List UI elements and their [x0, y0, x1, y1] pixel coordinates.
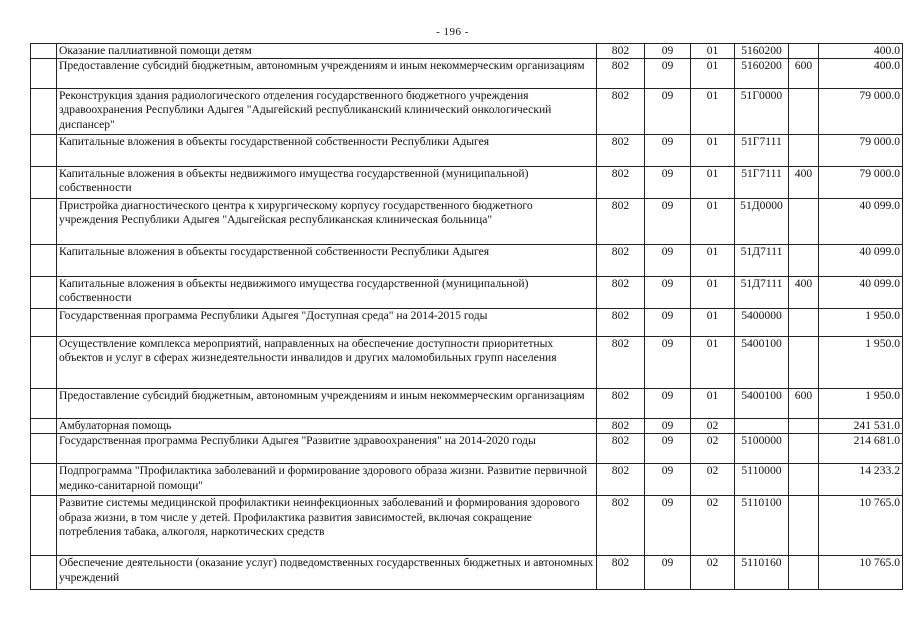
blank-cell [31, 277, 57, 309]
expense-type-cell [789, 434, 819, 464]
subsection-code-cell: 01 [691, 44, 735, 59]
item-name-cell: Предоставление субсидий бюджетным, автономным учреждениям и иным некоммерческим организациям [57, 59, 597, 89]
amount-cell: 79 000.0 [819, 89, 903, 135]
subsection-code-cell: 02 [691, 496, 735, 556]
subsection-code-cell: 02 [691, 556, 735, 590]
subsection-code-cell: 01 [691, 59, 735, 89]
ministry-code-cell: 802 [597, 434, 645, 464]
section-code-cell: 09 [645, 59, 691, 89]
page-number: - 196 - [436, 26, 469, 38]
table-row [31, 419, 903, 434]
table-row [31, 464, 903, 496]
ministry-code-cell: 802 [597, 309, 645, 337]
expense-type-cell: 400 [789, 277, 819, 309]
target-article-cell [735, 419, 789, 434]
ministry-code-cell: 802 [597, 135, 645, 167]
target-article-cell: 5400100 [735, 337, 789, 389]
section-code-cell: 09 [645, 135, 691, 167]
ministry-code-cell: 802 [597, 419, 645, 434]
subsection-code-cell: 02 [691, 464, 735, 496]
blank-cell [31, 496, 57, 556]
amount-cell: 14 233.2 [819, 464, 903, 496]
item-name-cell: Государственная программа Республики Адыгея "Развитие здравоохранения" на 2014-2020 годы [57, 434, 597, 464]
table-row [31, 309, 903, 337]
section-code-cell: 09 [645, 556, 691, 590]
item-name-cell: Реконструкция здания радиологического отделения государственного бюджетного учреждения здравоохранения Республики Адыгея "Адыгейский республиканский клинический онкологический диспансер" [57, 89, 597, 135]
subsection-code-cell: 01 [691, 389, 735, 419]
blank-cell [31, 135, 57, 167]
amount-cell: 40 099.0 [819, 245, 903, 277]
subsection-code-cell: 02 [691, 434, 735, 464]
section-code-cell: 09 [645, 389, 691, 419]
table-row [31, 337, 903, 389]
blank-cell [31, 167, 57, 199]
section-code-cell: 09 [645, 167, 691, 199]
blank-cell [31, 389, 57, 419]
amount-cell: 10 765.0 [819, 556, 903, 590]
ministry-code-cell: 802 [597, 496, 645, 556]
target-article-cell: 51Д7111 [735, 245, 789, 277]
blank-cell [31, 434, 57, 464]
blank-cell [31, 337, 57, 389]
section-code-cell: 09 [645, 337, 691, 389]
amount-cell: 1 950.0 [819, 337, 903, 389]
target-article-cell: 5110160 [735, 556, 789, 590]
item-name-cell: Предоставление субсидий бюджетным, автономным учреждениям и иным некоммерческим организациям [57, 389, 597, 419]
expense-type-cell [789, 496, 819, 556]
amount-cell: 40 099.0 [819, 277, 903, 309]
ministry-code-cell: 802 [597, 245, 645, 277]
table-row [31, 277, 903, 309]
expense-type-cell [789, 464, 819, 496]
blank-cell [31, 89, 57, 135]
target-article-cell: 51Д7111 [735, 277, 789, 309]
table-row [31, 59, 903, 89]
item-name-cell: Оказание паллиативной помощи детям [57, 44, 597, 59]
amount-cell: 1 950.0 [819, 389, 903, 419]
amount-cell: 79 000.0 [819, 167, 903, 199]
target-article-cell: 5100000 [735, 434, 789, 464]
amount-cell: 400.0 [819, 44, 903, 59]
item-name-cell: Капитальные вложения в объекты недвижимого имущества государственной (муниципальной) собственности [57, 277, 597, 309]
blank-cell [31, 309, 57, 337]
blank-cell [31, 199, 57, 245]
ministry-code-cell: 802 [597, 89, 645, 135]
table-row [31, 89, 903, 135]
target-article-cell: 5400100 [735, 389, 789, 419]
item-name-cell: Капитальные вложения в объекты государственной собственности Республики Адыгея [57, 135, 597, 167]
item-name-cell: Государственная программа Республики Адыгея "Доступная среда" на 2014-2015 годы [57, 309, 597, 337]
ministry-code-cell: 802 [597, 44, 645, 59]
target-article-cell: 5160200 [735, 59, 789, 89]
section-code-cell: 09 [645, 434, 691, 464]
target-article-cell: 51Г7111 [735, 135, 789, 167]
subsection-code-cell: 02 [691, 419, 735, 434]
amount-cell: 400.0 [819, 59, 903, 89]
item-name-cell: Капитальные вложения в объекты государственной собственности Республики Адыгея [57, 245, 597, 277]
blank-cell [31, 245, 57, 277]
amount-cell: 79 000.0 [819, 135, 903, 167]
table-row [31, 245, 903, 277]
expense-type-cell [789, 199, 819, 245]
subsection-code-cell: 01 [691, 245, 735, 277]
blank-cell [31, 556, 57, 590]
table-row [31, 199, 903, 245]
item-name-cell: Развитие системы медицинской профилактики неинфекционных заболеваний и формирования здорового образа жизни, в том числе у детей. Профилактика развития зависимостей, включая сокращение потребления табака, алкоголя, наркотических средств [57, 496, 597, 556]
expense-type-cell: 600 [789, 59, 819, 89]
amount-cell: 40 099.0 [819, 199, 903, 245]
table-row [31, 167, 903, 199]
target-article-cell: 5110100 [735, 496, 789, 556]
ministry-code-cell: 802 [597, 59, 645, 89]
subsection-code-cell: 01 [691, 309, 735, 337]
section-code-cell: 09 [645, 199, 691, 245]
target-article-cell: 51Г7111 [735, 167, 789, 199]
blank-cell [31, 464, 57, 496]
table-row [31, 44, 903, 59]
subsection-code-cell: 01 [691, 135, 735, 167]
section-code-cell: 09 [645, 464, 691, 496]
item-name-cell: Пристройка диагностического центра к хирургическому корпусу государственного бюджетного учреждения Республики Адыгея "Адыгейская республиканская клиническая больница" [57, 199, 597, 245]
section-code-cell: 09 [645, 309, 691, 337]
expense-type-cell [789, 44, 819, 59]
budget-table [30, 43, 903, 590]
subsection-code-cell: 01 [691, 167, 735, 199]
ministry-code-cell: 802 [597, 167, 645, 199]
table-row [31, 389, 903, 419]
item-name-cell: Подпрограмма "Профилактика заболеваний и формирование здорового образа жизни. Развитие первичной медико-санитарной помощи" [57, 464, 597, 496]
target-article-cell: 5400000 [735, 309, 789, 337]
target-article-cell: 5110000 [735, 464, 789, 496]
expense-type-cell [789, 135, 819, 167]
expense-type-cell [789, 89, 819, 135]
item-name-cell: Осуществление комплекса мероприятий, направленных на обеспечение доступности приоритетных объектов и услуг в сферах жизнедеятельности инвалидов и других маломобильных групп населения [57, 337, 597, 389]
subsection-code-cell: 01 [691, 277, 735, 309]
ministry-code-cell: 802 [597, 464, 645, 496]
subsection-code-cell: 01 [691, 89, 735, 135]
amount-cell: 1 950.0 [819, 309, 903, 337]
expense-type-cell: 400 [789, 167, 819, 199]
item-name-cell: Капитальные вложения в объекты недвижимого имущества государственной (муниципальной) собственности [57, 167, 597, 199]
table-row [31, 135, 903, 167]
amount-cell: 10 765.0 [819, 496, 903, 556]
ministry-code-cell: 802 [597, 199, 645, 245]
target-article-cell: 51Г0000 [735, 89, 789, 135]
table-row [31, 434, 903, 464]
target-article-cell: 5160200 [735, 44, 789, 59]
section-code-cell: 09 [645, 496, 691, 556]
section-code-cell: 09 [645, 277, 691, 309]
expense-type-cell [789, 556, 819, 590]
amount-cell: 214 681.0 [819, 434, 903, 464]
section-code-cell: 09 [645, 419, 691, 434]
budget-table-body [31, 44, 903, 590]
expense-type-cell [789, 245, 819, 277]
amount-cell: 241 531.0 [819, 419, 903, 434]
section-code-cell: 09 [645, 89, 691, 135]
subsection-code-cell: 01 [691, 199, 735, 245]
ministry-code-cell: 802 [597, 389, 645, 419]
blank-cell [31, 59, 57, 89]
ministry-code-cell: 802 [597, 277, 645, 309]
section-code-cell: 09 [645, 245, 691, 277]
blank-cell [31, 44, 57, 59]
item-name-cell: Амбулаторная помощь [57, 419, 597, 434]
expense-type-cell [789, 419, 819, 434]
table-row [31, 556, 903, 590]
expense-type-cell [789, 309, 819, 337]
blank-cell [31, 419, 57, 434]
ministry-code-cell: 802 [597, 337, 645, 389]
subsection-code-cell: 01 [691, 337, 735, 389]
ministry-code-cell: 802 [597, 556, 645, 590]
item-name-cell: Обеспечение деятельности (оказание услуг) подведомственных государственных бюджетных и автономных учреждений [57, 556, 597, 590]
expense-type-cell: 600 [789, 389, 819, 419]
target-article-cell: 51Д0000 [735, 199, 789, 245]
expense-type-cell [789, 337, 819, 389]
section-code-cell: 09 [645, 44, 691, 59]
table-row [31, 496, 903, 556]
